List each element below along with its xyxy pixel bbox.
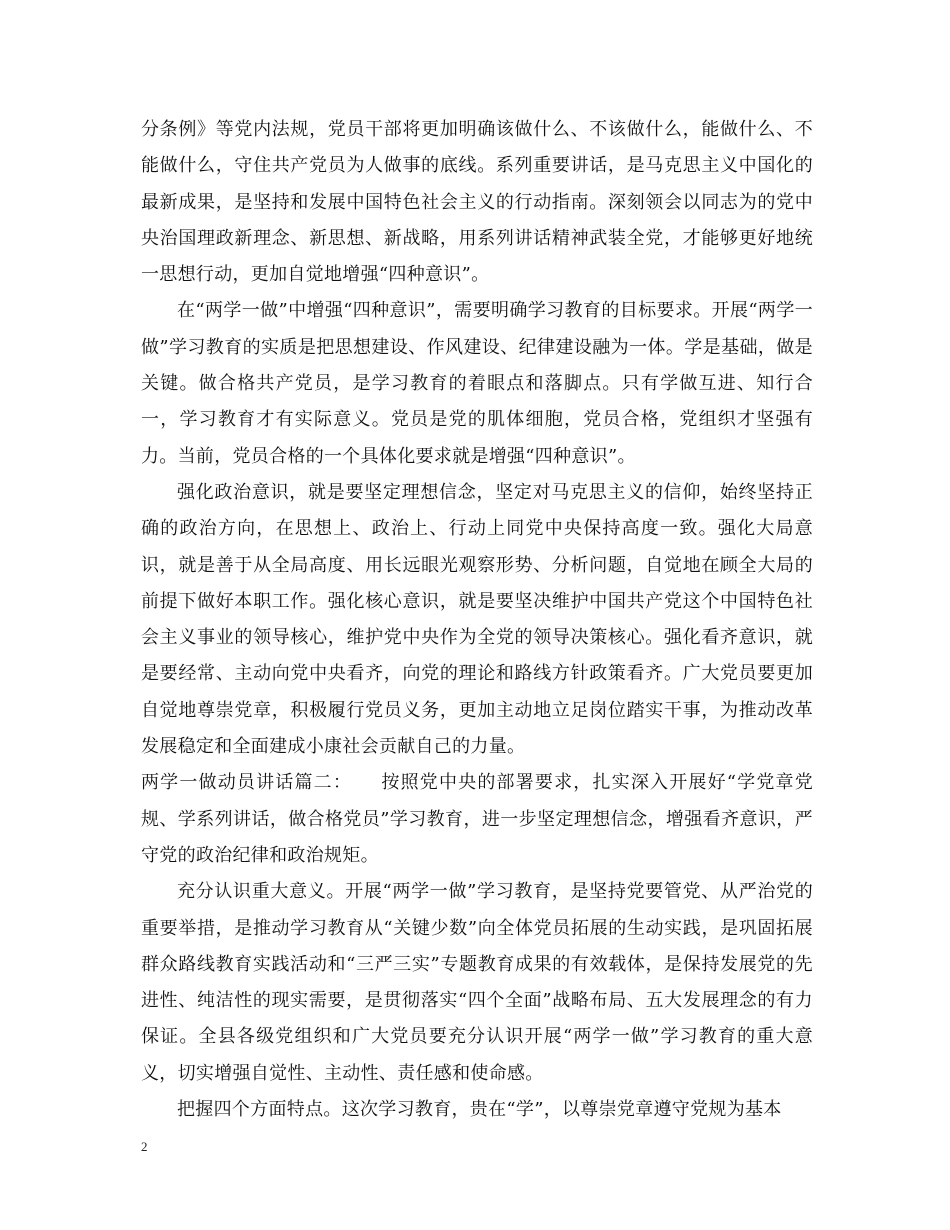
page-number: 2	[141, 1139, 148, 1154]
paragraph-5: 充分认识重大意义。开展“两学一做”学习教育，是坚持党要管党、从严治党的重要举措，是推动学习教育从“关键少数”向全体党员拓展的生动实践，是巩固拓展群众路线教育实践活动和“三严三实”专题教育成果的有效载体，是保持发展党的先进性、纯洁性的现实需要，是贯彻落实“四个全面”战略布局、五大发展理念的有力保证。全县各级党组织和广大党员要充分认识开展“两学一做”学习教育的重大意义，切实增强自觉性、主动性、责任感和使命感。	[141, 881, 813, 1084]
paragraph-6: 把握四个方面特点。这次学习教育，贵在“学”，以尊崇党章遵守党规为基本	[177, 1099, 782, 1121]
paragraph-2: 在“两学一做”中增强“四种意识”，需要明确学习教育的目标要求。开展“两学一做”学习教育的实质是把思想建设、作风建设、纪律建设融为一体。学是基础，做是关键。做合格共产党员，是学习教育的着眼点和落脚点。只有学做互进、知行合一，学习教育才有实际意义。党员是党的肌体细胞，党员合格，党组织才坚强有力。当前，党员合格的一个具体化要求就是增强“四种意识”。	[141, 300, 813, 467]
paragraph-4-heading: 两学一做动员讲话篇二： 按照党中央的部署要求，扎实深入开展好“学党章党规、学系列讲话，做合格党员”学习教育，进一步坚定理想信念，增强看齐意识，严守党的政治纪律和政治规矩。	[141, 772, 813, 866]
paragraph-1: 分条例》等党内法规，党员干部将更加明确该做什么、不该做什么，能做什么、不能做什么，守住共产党员为人做事的底线。系列重要讲话，是马克思主义中国化的最新成果，是坚持和发展中国特色社会主义的行动指南。深刻领会以同志为的党中央治国理政新理念、新思想、新战略，用系列讲话精神武装全党，才能够更好地统一思想行动，更加自觉地增强“四种意识”。	[141, 119, 813, 286]
paragraph-3: 强化政治意识，就是要坚定理想信念，坚定对马克思主义的信仰，始终坚持正确的政治方向，在思想上、政治上、行动上同党中央保持高度一致。强化大局意识，就是善于从全局高度、用长远眼光观察形势、分析问题，自觉地在顾全大局的前提下做好本职工作。强化核心意识，就是要坚决维护中国共产党这个中国特色社会主义事业的领导核心，维护党中央作为全党的领导决策核心。强化看齐意识，就是要经常、主动向党中央看齐，向党的理论和路线方针政策看齐。广大党员要更加自觉地尊崇党章，积极履行党员义务，更加主动地立足岗位踏实干事，为推动改革发展稳定和全面建成小康社会贡献自己的力量。	[141, 481, 813, 758]
body-text	[141, 112, 813, 1128]
